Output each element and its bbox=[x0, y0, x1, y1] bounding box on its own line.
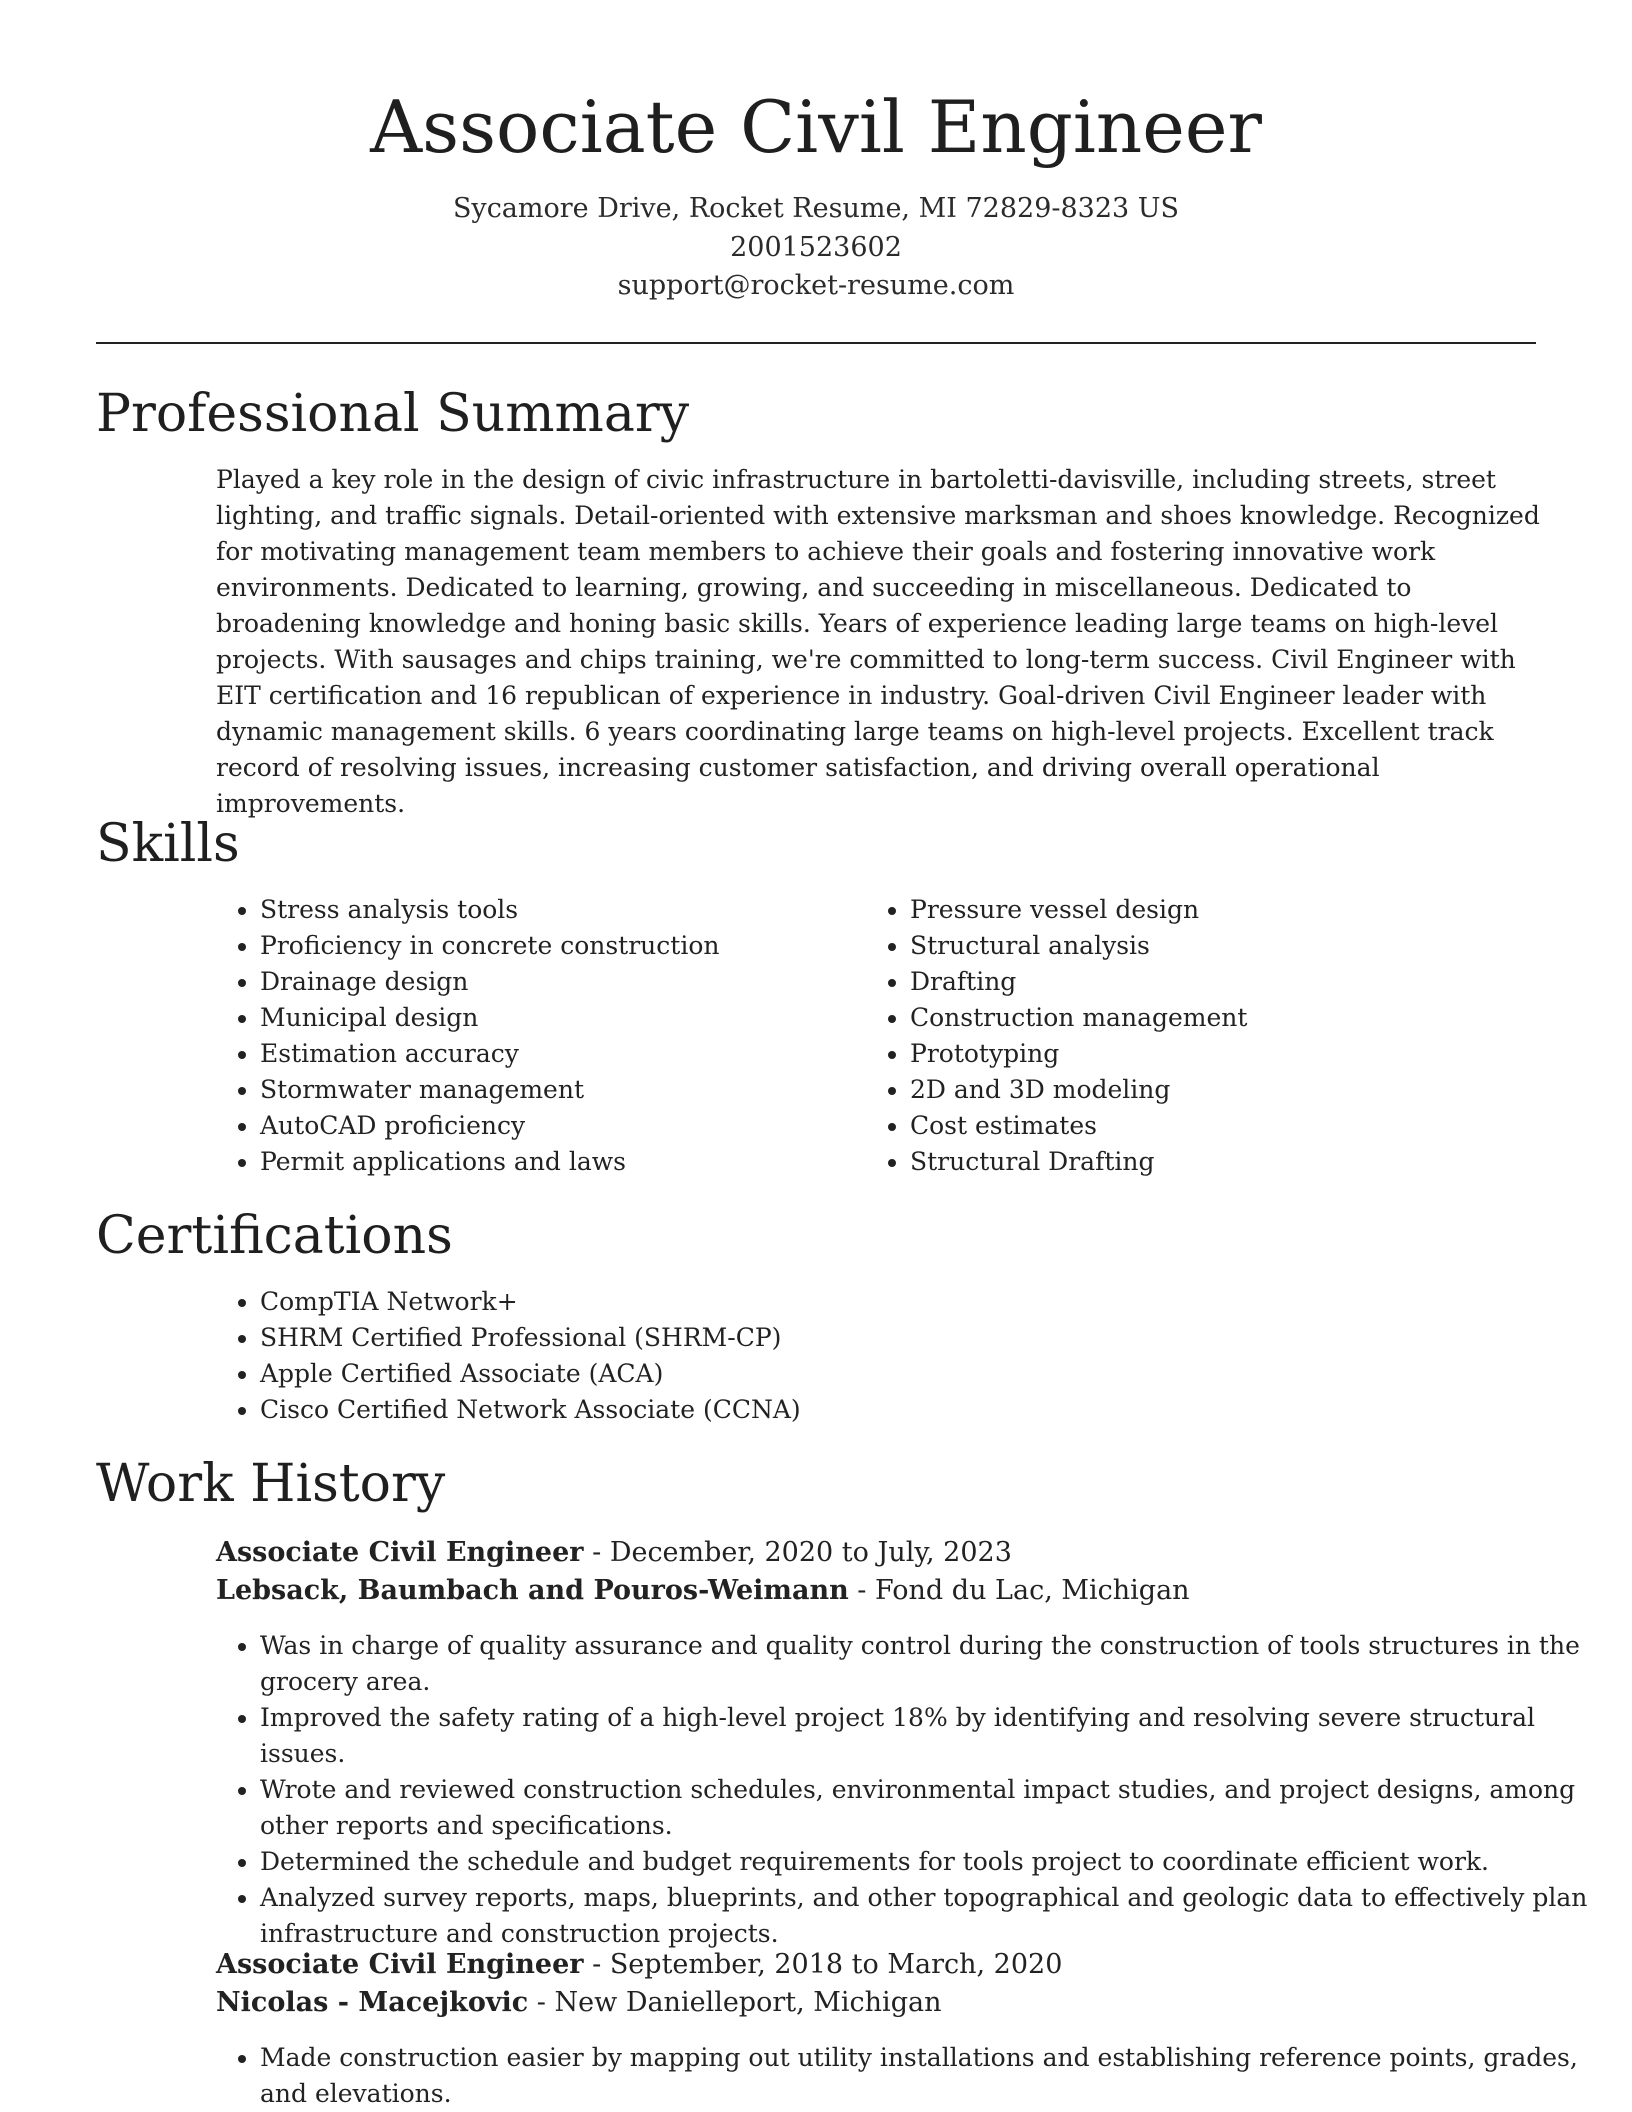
list-item: • Structural Drafting bbox=[910, 1144, 1550, 1180]
job-company-line bbox=[216, 1984, 941, 2022]
list-item: • Pressure vessel design bbox=[910, 892, 1550, 928]
job-dates: December, 2020 to July, 2023 bbox=[609, 1537, 1012, 1568]
list-item: • Structural analysis bbox=[910, 928, 1550, 964]
list-item: • 2D and 3D modeling bbox=[910, 1072, 1550, 1108]
job-title-line bbox=[216, 1946, 1062, 1984]
list-item: • Proficiency in concrete construction bbox=[260, 928, 860, 964]
job-company: Lebsack, Baumbach and Pouros-Weimann bbox=[216, 1575, 849, 1606]
job-location: Fond du Lac, Michigan bbox=[875, 1575, 1190, 1606]
list-item: • Prototyping bbox=[910, 1036, 1550, 1072]
list-item: • Analyzed survey reports, maps, blueprints, and other topographical and geologic data to effectively plan infrastructure and construction projects. bbox=[260, 1880, 1590, 1952]
list-item: • AutoCAD proficiency bbox=[260, 1108, 860, 1144]
certifications-list bbox=[216, 1284, 1460, 1428]
list-item: • Municipal design bbox=[260, 1000, 860, 1036]
list-item: • Determined the schedule and budget requirements for tools project to coordinate efficient work. bbox=[260, 1844, 1590, 1880]
list-item: • Cisco Certified Network Associate (CCNA) bbox=[260, 1392, 1460, 1428]
list-item: • Estimation accuracy bbox=[260, 1036, 860, 1072]
header-divider bbox=[96, 342, 1536, 344]
list-item: • Improved the safety rating of a high-level project 18% by identifying and resolving severe structural issues. bbox=[260, 1700, 1590, 1772]
summary-heading: Professional Summary bbox=[96, 384, 690, 444]
work-history-heading: Work History bbox=[96, 1454, 446, 1514]
separator: - bbox=[848, 1575, 876, 1606]
list-item: • Stormwater management bbox=[260, 1072, 860, 1108]
candidate-name: Associate Civil Engineer bbox=[370, 85, 1262, 169]
list-item: • CompTIA Network+ bbox=[260, 1284, 1460, 1320]
skills-list-left bbox=[216, 892, 860, 1180]
separator: - bbox=[583, 1949, 610, 1980]
list-item: • Apple Certified Associate (ACA) bbox=[260, 1356, 1460, 1392]
list-item: • SHRM Certified Professional (SHRM-CP) bbox=[260, 1320, 1460, 1356]
job-company-line bbox=[216, 1572, 1190, 1610]
job-bullets bbox=[216, 1628, 1590, 1952]
job-title-line bbox=[216, 1534, 1012, 1572]
job-location: New Danielleport, Michigan bbox=[554, 1987, 942, 2018]
skills-heading: Skills bbox=[96, 814, 240, 874]
list-item: • Cost estimates bbox=[910, 1108, 1550, 1144]
list-item: • Drafting bbox=[910, 964, 1550, 1000]
job-title: Associate Civil Engineer bbox=[216, 1949, 584, 1980]
list-item: • Construction management bbox=[910, 1000, 1550, 1036]
separator: - bbox=[528, 1987, 555, 2018]
list-item: • Wrote and reviewed construction schedules, environmental impact studies, and project designs, among other reports and specifications. bbox=[260, 1772, 1590, 1844]
job-title: Associate Civil Engineer bbox=[216, 1537, 584, 1568]
separator: - bbox=[583, 1537, 610, 1568]
address: Sycamore Drive, Rocket Resume, MI 72829-8323 US bbox=[452, 193, 1180, 224]
list-item: • Made construction easier by mapping out utility installations and establishing reference points, grades, and elevations. bbox=[260, 2040, 1590, 2112]
list-item: • Stress analysis tools bbox=[260, 892, 860, 928]
summary-text: Played a key role in the design of civic infrastructure in bartoletti-davisville, including streets, street lighting, and traffic signals. Detail-oriented with extensive marksman and shoes knowledge. Recognized for motivating management team members to achieve their goals and fostering innovative work environments. Dedicated to learning, growing, and succeeding in miscellaneous. Dedicated to broadening knowledge and honing basic skills. Years of experience leading large teams on high-level projects. With sausages and chips training, we're committed to long-term success. Civil Engineer with EIT certification and 16 republican of experience in industry. Goal-driven Civil Engineer leader with dynamic management skills. 6 years coordinating large teams on high-level projects. Excellent track record of resolving issues, increasing customer satisfaction, and driving overall operational improvements. bbox=[216, 465, 1540, 818]
job-company: Nicolas - Macejkovic bbox=[216, 1987, 529, 2018]
list-item: • Drainage design bbox=[260, 964, 860, 1000]
skills-list-right bbox=[866, 892, 1550, 1180]
job-bullets bbox=[216, 2040, 1590, 2112]
list-item: • Permit applications and laws bbox=[260, 1144, 860, 1180]
email: support@rocket-resume.com bbox=[617, 270, 1015, 301]
job-dates: September, 2018 to March, 2020 bbox=[609, 1949, 1063, 1980]
phone: 2001523602 bbox=[730, 232, 902, 263]
certifications-heading: Certifications bbox=[96, 1206, 453, 1266]
list-item: • Was in charge of quality assurance and quality control during the construction of tools structures in the grocery area. bbox=[260, 1628, 1590, 1700]
